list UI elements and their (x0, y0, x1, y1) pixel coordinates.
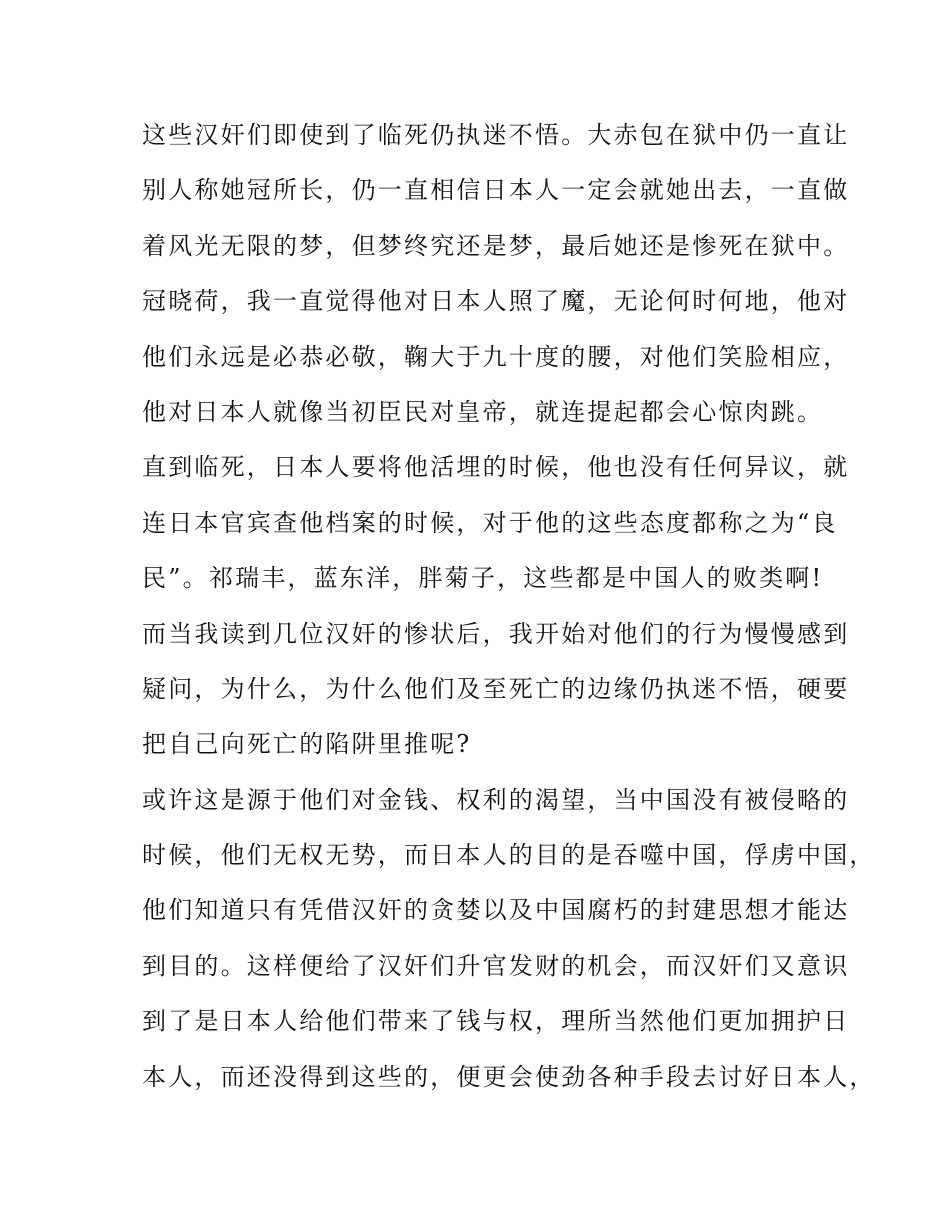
text-line: 本人，而还没得到这些的，便更会使劲各种手段去讨好日本人， (142, 1062, 876, 1091)
text-line: 他们永远是必恭必敬，鞠大于九十度的腰，对他们笑脸相应， (142, 342, 850, 371)
text-line: 时候，他们无权无势，而日本人的目的是吞噬中国，俘虏中国， (142, 841, 876, 870)
text-line: 到目的。这样便给了汉奸们升官发财的机会，而汉奸们又意识 (142, 951, 850, 980)
text-line: 而当我读到几位汉奸的惨状后，我开始对他们的行为慢慢感到 (142, 619, 850, 648)
text-line: 疑问，为什么，为什么他们及至死亡的边缘仍执迷不悟，硬要 (142, 674, 850, 703)
text-line: 直到临死，日本人要将他活埋的时候，他也没有任何异议，就 (142, 453, 850, 482)
text-line: 或许这是源于他们对金钱、权利的渴望，当中国没有被侵略的 (142, 785, 850, 814)
text-line: 冠晓荷，我一直觉得他对日本人照了魔，无论何时何地，他对 (142, 287, 850, 316)
text-line: 他们知道只有凭借汉奸的贪婪以及中国腐朽的封建思想才能达 (142, 896, 850, 925)
text-line: 这些汉奸们即使到了临死仍执迷不悟。大赤包在狱中仍一直让 (142, 121, 850, 149)
essay-text (142, 108, 876, 1105)
text-line: 着风光无限的梦，但梦终究还是梦，最后她还是惨死在狱中。 (142, 231, 850, 260)
text-line: 连日本官宾查他档案的时候，对于他的这些态度都称之为“良 (142, 508, 838, 537)
text-line: 他对日本人就像当初臣民对皇帝，就连提起都会心惊肉跳。 (142, 397, 824, 426)
text-line: 民”。祁瑞丰，蓝东洋，胖菊子，这些都是中国人的败类啊! (142, 564, 824, 593)
text-line: 把自己向死亡的陷阱里推呢? (142, 730, 472, 759)
text-line: 别人称她冠所长，仍一直相信日本人一定会就她出去，一直做 (142, 176, 850, 205)
text-line: 到了是日本人给他们带来了钱与权，理所当然他们更加拥护日 (142, 1007, 850, 1036)
